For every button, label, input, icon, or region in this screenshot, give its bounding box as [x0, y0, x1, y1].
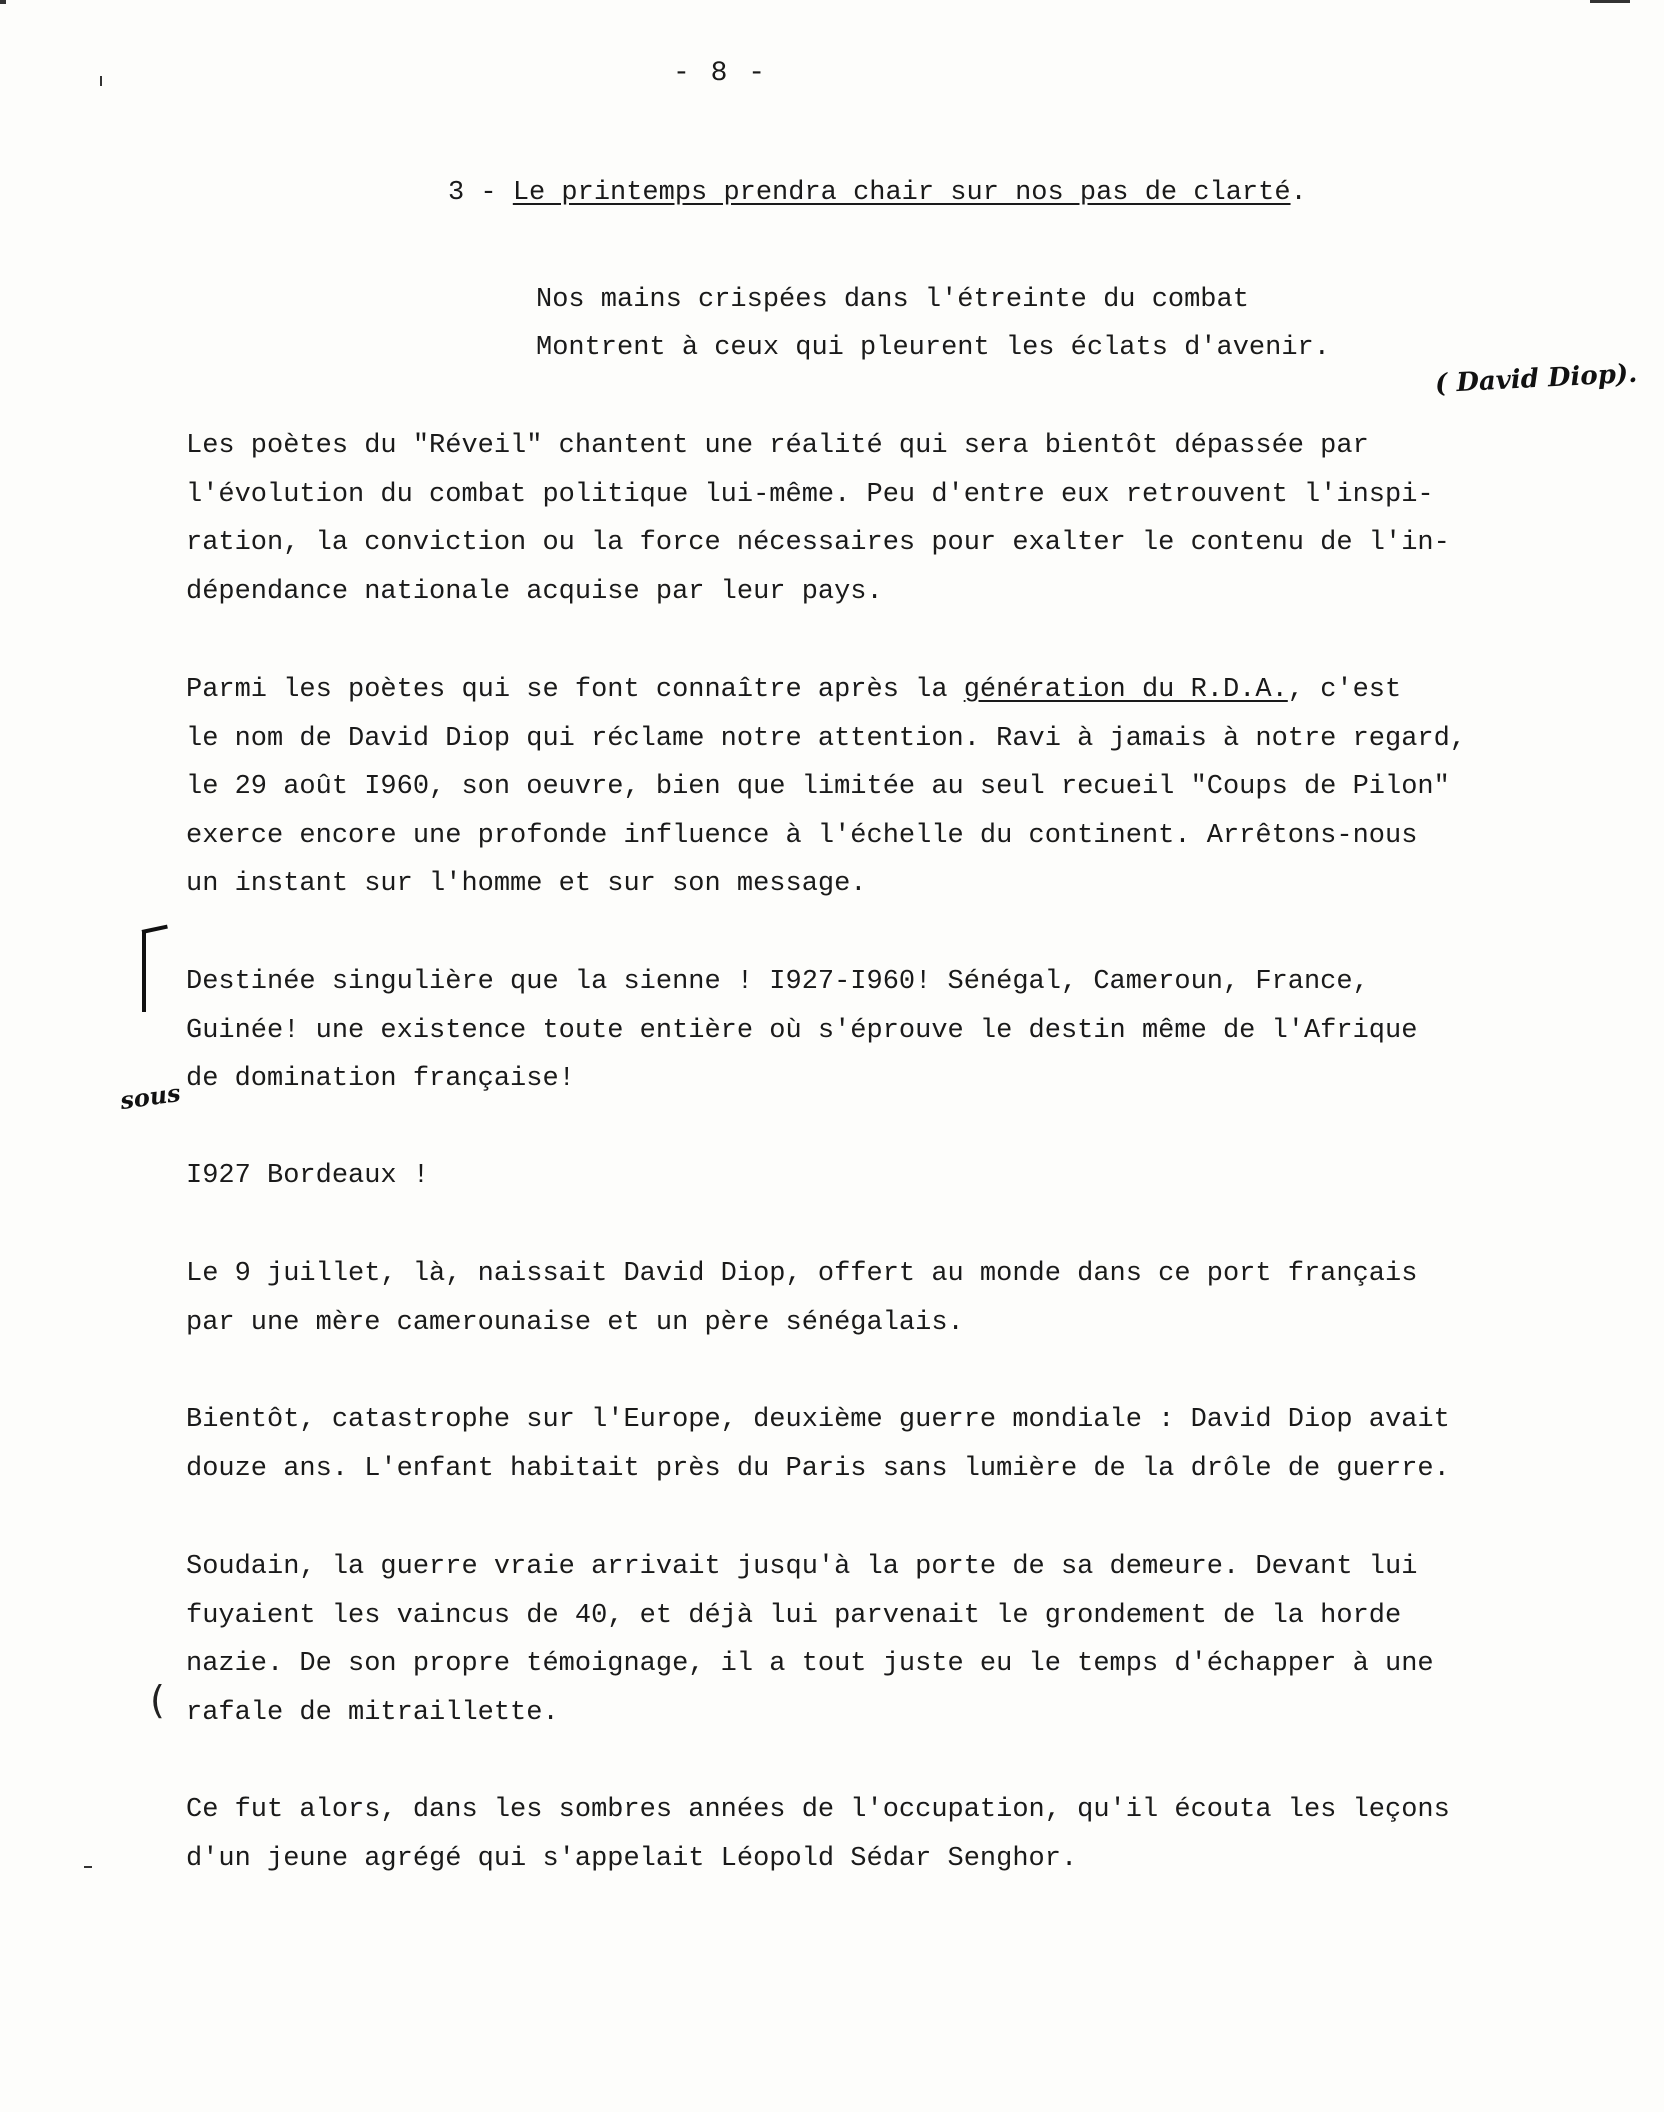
- epigraph-attribution: ( David Diop).: [1434, 358, 1638, 400]
- margin-handwritten-note: sous: [118, 1077, 183, 1116]
- scan-speck: [1590, 0, 1630, 3]
- paragraph-line: le nom de David Diop qui réclame notre attention. Ravi à jamais à notre regard,: [186, 723, 1467, 754]
- paragraph-line: [186, 666, 1626, 715]
- paragraph-line: Ce fut alors, dans les sombres années de l'occupation, qu'il écouta les leçons: [186, 1795, 1450, 1825]
- epigraph: [536, 276, 1330, 372]
- paragraph-line: Destinée singulière que la sienne ! I927-I960! Sénégal, Cameroun, France,: [186, 967, 1369, 997]
- paragraph-3: [186, 958, 1626, 1104]
- paragraph-text: , c'est: [1287, 675, 1402, 705]
- section-number: 3 -: [448, 178, 497, 208]
- margin-paren-mark: (: [150, 1678, 165, 1722]
- paragraph-1: [186, 422, 1626, 616]
- section-title: Le printemps prendra chair sur nos pas de clarté: [512, 178, 1291, 208]
- paragraph-4: [186, 1152, 1626, 1201]
- paragraph-line: l'évolution du combat politique lui-même. Peu d'entre eux retrouvent l'inspi-: [186, 479, 1434, 510]
- paragraph-2: [186, 666, 1626, 909]
- paragraph-line: le 29 août I960, son oeuvre, bien que limitée au seul recueil "Coups de Pilon": [186, 772, 1450, 802]
- paragraph-line: dépendance nationale acquise par leur pays.: [186, 576, 883, 607]
- section-heading: [448, 178, 1307, 208]
- underlined-term: génération du R.D.A.: [963, 675, 1288, 705]
- section-title-end: .: [1290, 178, 1307, 208]
- margin-bracket-mark: [142, 930, 160, 1012]
- paragraph-line: rafale de mitraillette.: [186, 1697, 559, 1728]
- paragraph-line: Guinée! une existence toute entière où s'éprouve le destin même de l'Afrique: [186, 1015, 1418, 1046]
- paragraph-line: d'un jeune agrégé qui s'appelait Léopold Sédar Senghor.: [186, 1843, 1078, 1874]
- paragraph-5: [186, 1250, 1626, 1347]
- paragraph-line: Bientôt, catastrophe sur l'Europe, deuxième guerre mondiale : David Diop avait: [186, 1405, 1450, 1435]
- paragraph-line: exerce encore une profonde influence à l'échelle du continent. Arrêtons-nous: [186, 820, 1418, 851]
- paragraph-line: douze ans. L'enfant habitait près du Paris sans lumière de la drôle de guerre.: [186, 1453, 1450, 1484]
- paragraph-6: [186, 1396, 1626, 1493]
- paragraph-line: I927 Bordeaux !: [186, 1161, 430, 1191]
- scan-speck: [84, 1866, 92, 1868]
- paragraph-line: un instant sur l'homme et sur son message.: [186, 869, 867, 899]
- paragraph-line: fuyaient les vaincus de 40, et déjà lui parvenait le grondement de la horde: [186, 1600, 1402, 1631]
- scan-speck: [100, 76, 102, 86]
- paragraph-line: de domination française!: [186, 1064, 575, 1094]
- paragraph-line: Les poètes du "Réveil" chantent une réalité qui sera bientôt dépassée par: [186, 431, 1369, 461]
- paragraph-7: [186, 1543, 1626, 1737]
- paragraph-8: [186, 1786, 1626, 1883]
- scan-speck: [0, 0, 6, 4]
- paragraph-line: nazie. De son propre témoignage, il a tout juste eu le temps d'échapper à une: [186, 1649, 1434, 1679]
- epigraph-line: Nos mains crispées dans l'étreinte du combat: [536, 285, 1249, 315]
- paragraph-line: ration, la conviction ou la force nécessaires pour exalter le contenu de l'in-: [186, 528, 1450, 558]
- epigraph-line: Montrent à ceux qui pleurent les éclats d'avenir.: [536, 333, 1330, 363]
- paragraph-line: Soudain, la guerre vraie arrivait jusqu'à la porte de sa demeure. Devant lui: [186, 1552, 1418, 1582]
- paragraph-text: Parmi les poètes qui se font connaître après la: [186, 675, 964, 705]
- paragraph-line: par une mère camerounaise et un père sénégalais.: [186, 1307, 964, 1338]
- page-number: - 8 -: [672, 58, 767, 89]
- paragraph-line: Le 9 juillet, là, naissait David Diop, offert au monde dans ce port français: [186, 1259, 1418, 1289]
